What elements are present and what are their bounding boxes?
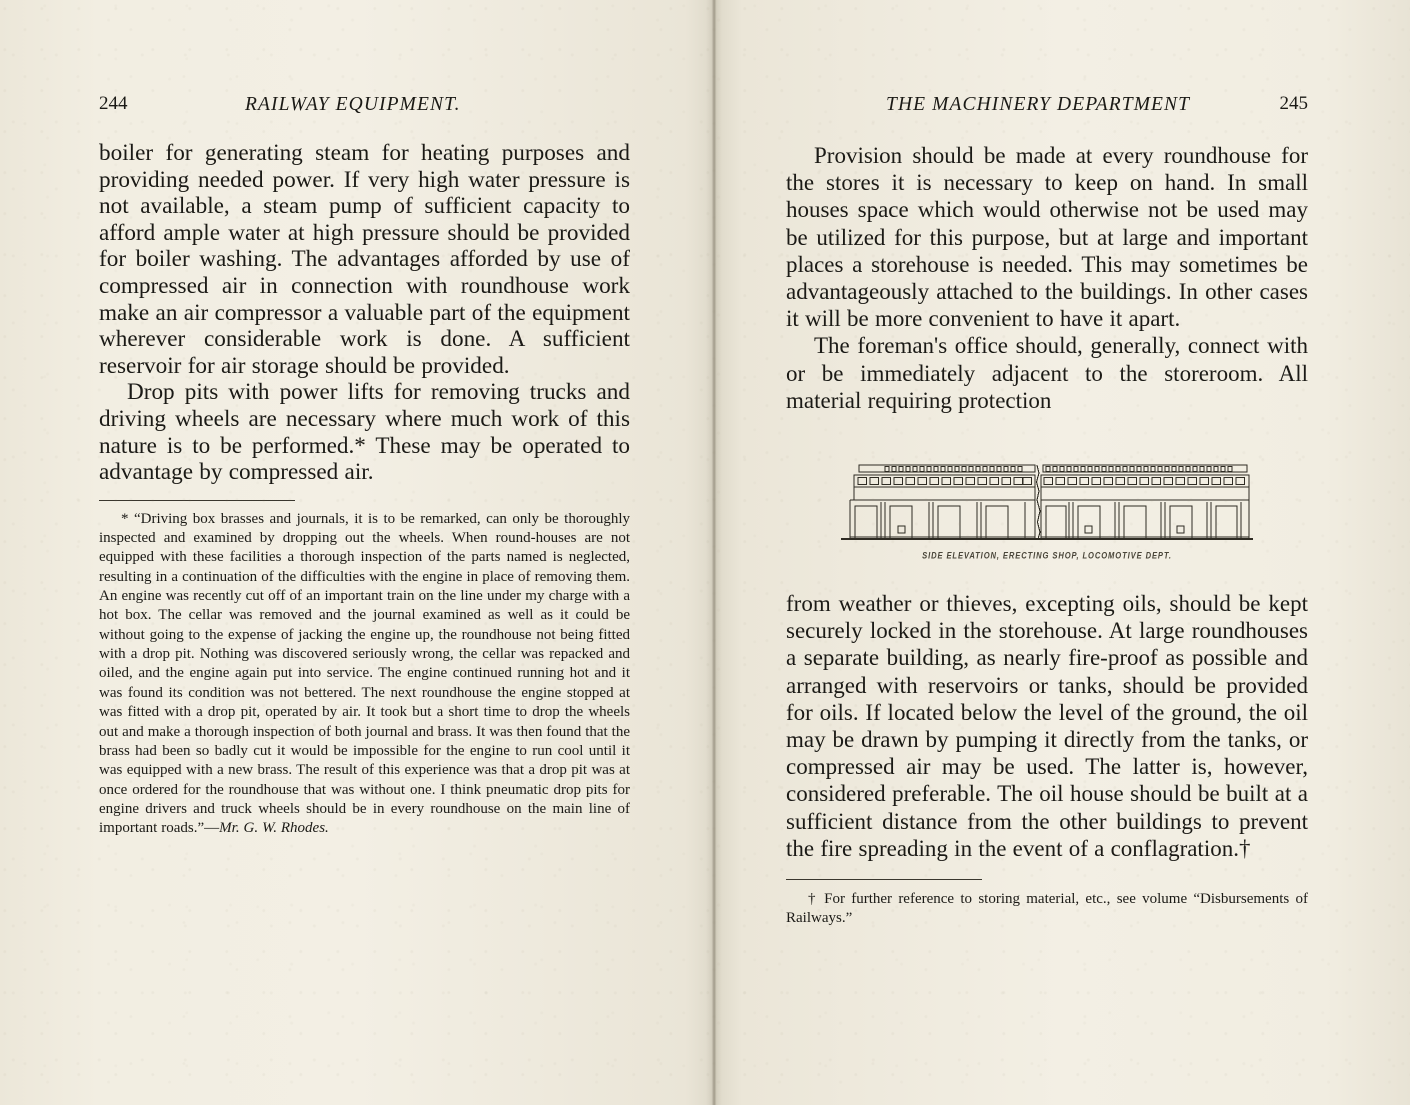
verso-running-head — [99, 93, 630, 123]
recto-body-lower — [786, 590, 1308, 862]
verso-running-title: RAILWAY EQUIPMENT. — [245, 94, 461, 115]
paragraph: Provision should be made at every roundhouse for the stores it is necessary to keep on hand. In small houses space which would otherwise not be used may be utilized for this purpose, but at large and important places a storehouse is needed. This may sometimes be advantageously attached to the buildings. In other cases it will be more convenient to have it apart. — [786, 143, 1308, 332]
binding-gutter — [706, 0, 722, 1105]
verso-text-column — [99, 0, 630, 839]
paragraph: boiler for generating steam for heating purposes and providing needed power. If very high water pressure is not available, a steam pump of sufficient capacity to afford ample water at high pressure should be provided for boiler washing. The advantages afforded by use of compressed air in connection with roundhouse work make an air compressor a valuable part of the equipment wherever considerable work is done. A sufficient reservoir for air storage should be provided. — [99, 140, 630, 379]
paragraph: Drop pits with power lifts for removing trucks and driving wheels are necessary where much work of this nature is to be performed.* These may be operated to advantage by compressed air. — [99, 379, 630, 486]
recto-running-title: THE MACHINERY DEPARTMENT — [886, 94, 1191, 115]
footnote-rule — [99, 500, 295, 501]
verso-body — [99, 140, 630, 486]
recto-running-head — [786, 93, 1308, 123]
verso-folio: 244 — [99, 93, 128, 114]
footnote-text: * “Driving box brasses and journals, it is to be remarked, can only be thoroughly inspected and examined by dropping out the wheels. When round-houses are not equipped with these facilities a thorough inspection of the parts named is neglected, resulting in a continuation of the difficulties with the engine in place of removing them. An engine was recently cut off of an important train on the line under my charge with a hot box. The cellar was removed and the journal examined as well as it could be without going to the expense of jacking the engine up, the roundhouse not being fitted with a drop pit. Nothing was discovered seriously wrong, the cellar was repacked and oiled, and the engine again put into service. The engine continued running hot and it was found its condition was not bettered. The next roundhouse the engine stopped at was fitted with a drop pit, operated by air. It took but a short time to drop the wheels out and make a thorough inspection of both journal and brass. It was then found that the brass had been so badly cut it would be impossible for the engine to run cool until it was equipped with a new brass. The result of this experience was that a drop pit was at once ordered for the roundhouse that was without one. I think pneumatic drop pits for engine drivers and truck wheels should be in every roundhouse on the main line of important roads.”— — [99, 510, 630, 837]
paragraph: from weather or thieves, excepting oils, should be kept securely locked in the storehouse. At large roundhouses a separate building, as nearly fire-proof as possible and arranged with reservoirs or tanks, should be provided for oils. If located below the level of the ground, the oil may be drawn by pumping it directly from the tanks, or compressed air may be used. The latter is, however, considered preferable. The oil house should be built at a sufficient distance from the other buildings to prevent the fire spreading in the event of a conflagration.† — [786, 591, 1308, 861]
paragraph: The foreman's office should, generally, connect with or be immediately adjacent to the storeroom. All material requiring protection — [786, 333, 1308, 413]
footnote-signature: Mr. G. W. Rhodes. — [219, 820, 329, 837]
building-elevation-drawing — [837, 456, 1257, 548]
figure-caption: SIDE ELEVATION, ERECTING SHOP, LOCOMOTIVE DEPT. — [922, 549, 1172, 562]
figure-erecting-shop — [786, 456, 1308, 560]
recto-footnote: † For further reference to storing material, etc., see volume “Disbursements of Railways.” — [786, 891, 1308, 927]
footnote-rule — [786, 879, 982, 880]
verso-footnote — [99, 510, 630, 839]
recto-text-column — [786, 0, 1308, 929]
recto-body-upper — [786, 142, 1308, 414]
recto-folio: 245 — [1279, 93, 1308, 114]
